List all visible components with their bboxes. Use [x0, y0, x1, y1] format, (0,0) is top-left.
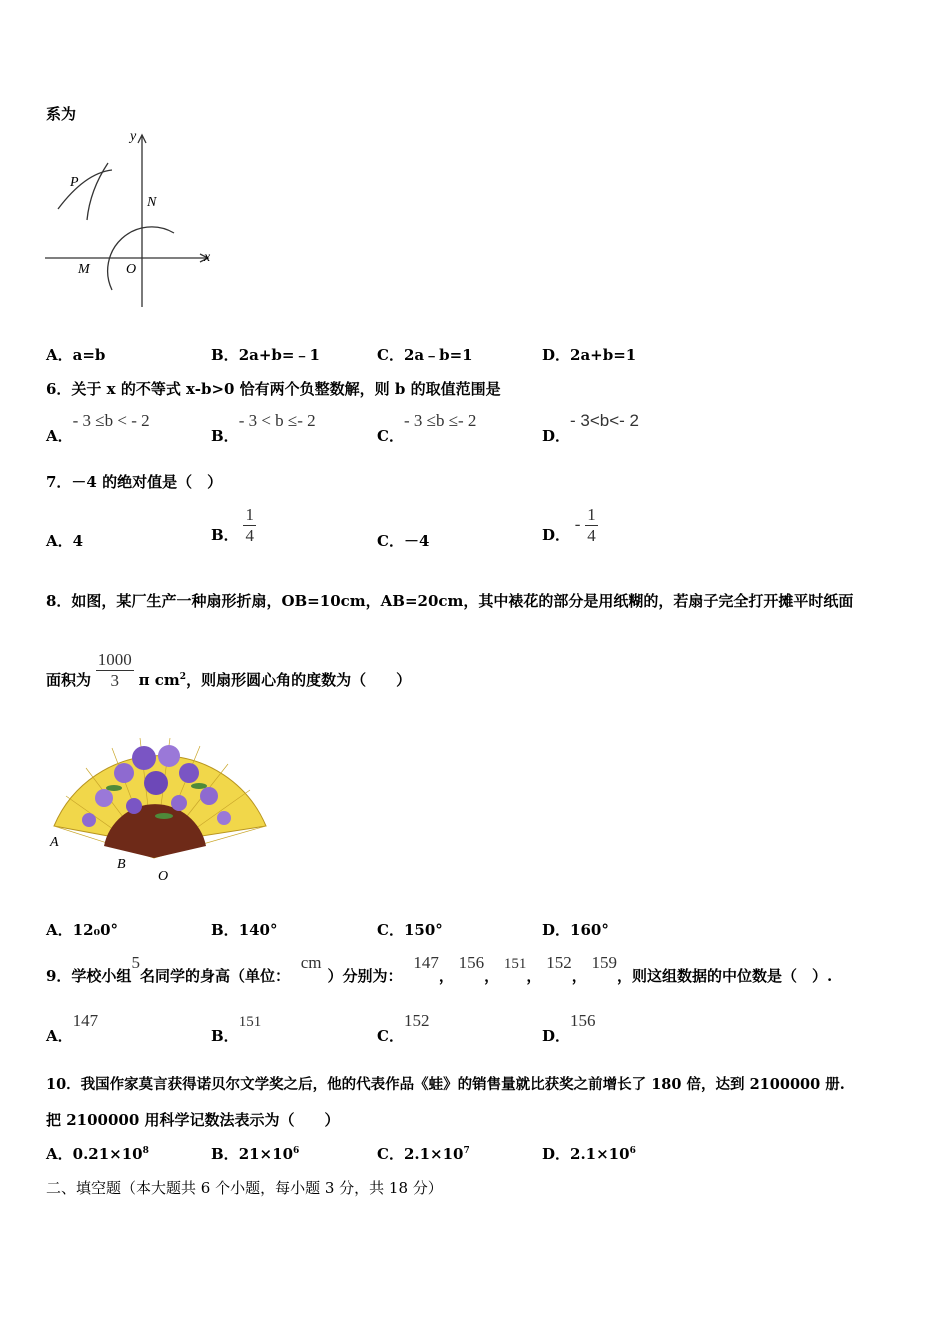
fan-label-a: A [50, 835, 59, 850]
q6-option-a: A．- 3 ≤b < - 2 [46, 411, 150, 445]
fraction-negative-quarter: $\frac{1}{4}$ [587, 505, 596, 545]
q5-option-c: C．2a﹣b=1 [377, 346, 473, 364]
q7-option-d: D． - $\frac{1}{4}$ [542, 505, 596, 545]
section-fill-in-blank-heading: 二、填空题（本大题共 6 个小题，每小题 3 分，共 18 分） [46, 1179, 443, 1197]
label-m: M [78, 262, 90, 277]
area-fraction: $\frac{1000}{3}$ [97, 650, 132, 690]
q6-option-d: D．- 3<b<- 2 [542, 411, 640, 445]
q10-stem-line1: 10．我国作家莫言获得诺贝尔文学奖之后，他的代表作品《蛙》的销售量就比获奖之前增长了 180 倍，达到 2100000 册. [46, 1076, 845, 1093]
label-p: P [70, 175, 79, 190]
q9-option-b: B．151 [211, 1014, 262, 1045]
q8-folding-fan-figure [44, 728, 272, 888]
q8-option-d: D．160° [542, 921, 609, 939]
q5-option-a: A．a=b [46, 346, 106, 364]
q5-coordinate-figure [40, 125, 230, 315]
q10-stem-line2: 把 2100000 用科学记数法表示为（ ） [46, 1111, 340, 1129]
q8-option-c: C．150° [377, 921, 443, 939]
q7-stem: 7．－4 的绝对值是（ ） [46, 473, 223, 491]
q5-option-d: D．2a+b=1 [542, 346, 637, 364]
q7-option-a: A．4 [46, 532, 84, 550]
q8-area-line: 面积为 $\frac{1000}{3}$ π $cm^2$，则扇形圆心角的度数为（ ） [46, 650, 412, 690]
label-x: x [204, 250, 211, 265]
q10-option-c: C．$2.1\times 10^7$ [377, 1145, 470, 1163]
q10-option-a: A．$0.21\times 10^8$ [46, 1145, 149, 1163]
q9-option-d: D．156 [542, 1011, 596, 1045]
label-o: O [126, 262, 137, 277]
q6-option-c: C．- 3 ≤b ≤- 2 [377, 411, 477, 445]
q8-option-b: B．140° [211, 921, 278, 939]
q8-option-a: A．12₀0° [46, 921, 119, 939]
q10-option-b: B．$21\times 10^6$ [211, 1145, 300, 1163]
q9-stem: 9．学校小组5名同学的身高（单位： cm）分别为： 147， 156， 151， 152， 159，则这组数据的中位数是（ ）. [46, 953, 833, 985]
q7-option-c: C．－4 [377, 532, 430, 550]
fan-label-b: B [117, 857, 126, 872]
q7-option-b: B． $\frac{1}{4}$ [211, 505, 254, 545]
q9-option-a: A．147 [46, 1011, 99, 1045]
q5-option-b: B．2a+b=﹣1 [211, 346, 320, 364]
q5-stem-tail: 系为 [46, 105, 77, 123]
q8-stem: 8．如图，某厂生产一种扇形折扇，OB=10cm，AB=20cm，其中裱花的部分是用纸糊的，若扇子完全打开摊平时纸面 [46, 592, 854, 610]
q10-option-d: D．$2.1\times 10^6$ [542, 1145, 636, 1163]
fan-label-o: O [158, 869, 169, 884]
q6-stem: 6．关于 x 的不等式 x-b>0 恰有两个负整数解，则 b 的取值范围是 [46, 380, 501, 398]
q9-option-c: C．152 [377, 1011, 430, 1045]
label-y: y [130, 129, 137, 144]
label-n: N [147, 195, 157, 210]
fraction-one-quarter: $\frac{1}{4}$ [245, 505, 254, 545]
q6-option-b: B．- 3 < b ≤- 2 [211, 411, 316, 445]
arc-p-1 [58, 170, 112, 209]
